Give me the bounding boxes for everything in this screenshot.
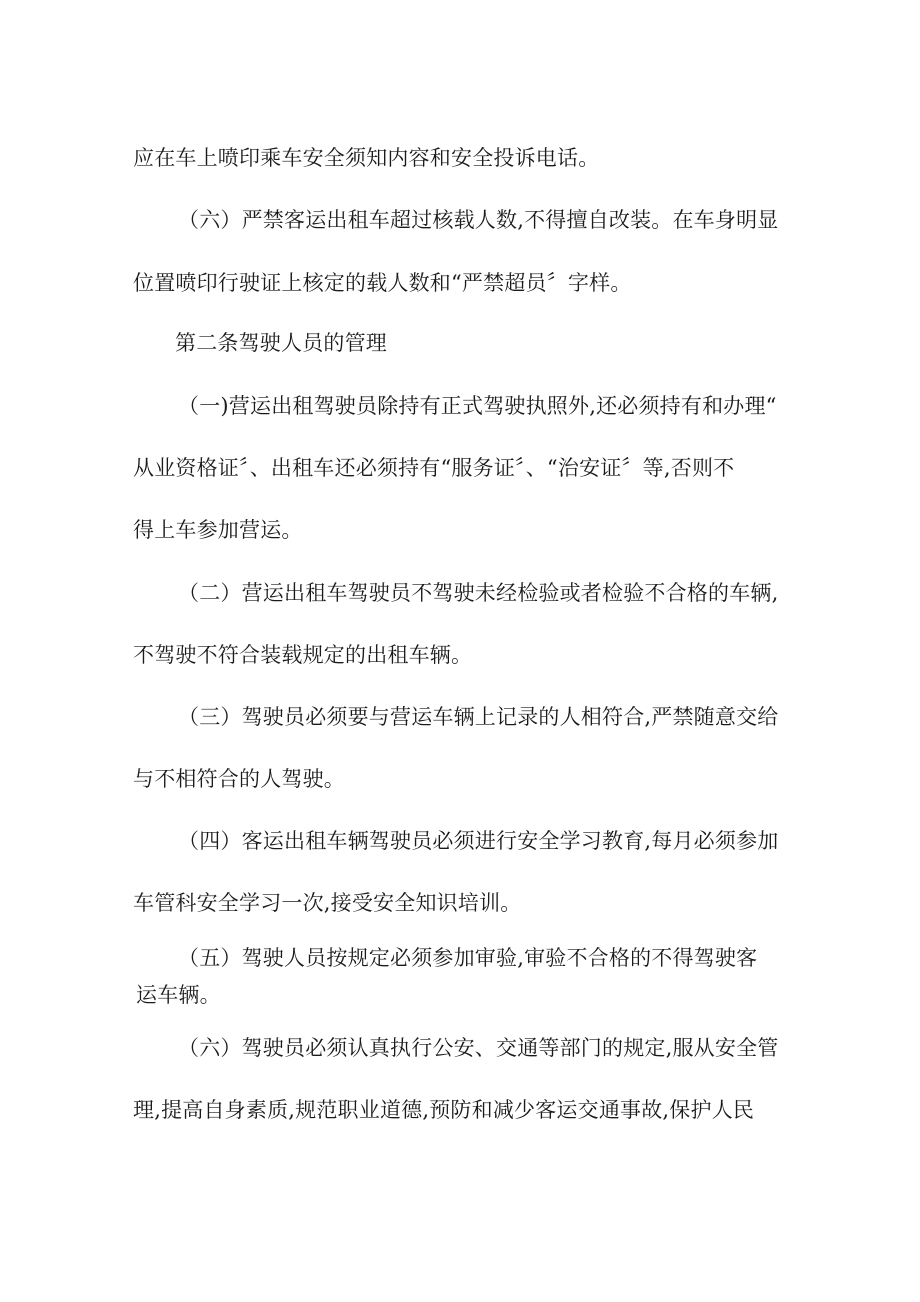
paragraph-line: 从业资格证〞、出租车还必须持有“服务证〞、“治安证〞等,否则不 bbox=[133, 456, 735, 480]
paragraph-line: 与不相符合的人驾驶。 bbox=[133, 767, 345, 791]
paragraph-line: （一)营运出租驾驶员除持有正式驾驶执照外,还必须持有和办理“ bbox=[178, 394, 777, 418]
paragraph-line: （六）驾驶员必须认真执行公安、交通等部门的规定,服从安全管 bbox=[178, 1036, 779, 1060]
paragraph-line: 运车辆。 bbox=[136, 983, 221, 1007]
paragraph-line: （五）驾驶人员按规定必须参加审验,审验不合格的不得驾驶客 bbox=[178, 946, 758, 970]
paragraph-line: （六）严禁客运出租车超过核载人数,不得擅自改装。在车身明显 bbox=[178, 208, 779, 232]
paragraph-line: 理,提高自身素质,规范职业道德,预防和减少客运交通事故,保护人民 bbox=[133, 1098, 755, 1122]
paragraph-line: 应在车上喷印乘车安全须知内容和安全投诉电话。 bbox=[133, 146, 600, 170]
paragraph-line: （三）驾驶员必须要与营运车辆上记录的人相符合,严禁随意交给 bbox=[178, 705, 779, 729]
paragraph-line: 得上车参加营运。 bbox=[133, 518, 303, 542]
paragraph-line: 车管科安全学习一次,接受安全知识培训。 bbox=[133, 891, 522, 915]
section-heading: 第二条驾驶人员的管理 bbox=[175, 331, 387, 355]
paragraph-line: 不驾驶不符合装载规定的出租车辆。 bbox=[133, 643, 473, 667]
paragraph-line: （二）营运出租车驾驶员不驾驶未经检验或者检验不合格的车辆, bbox=[178, 581, 779, 605]
paragraph-line: 位置喷印行驶证上核定的载人数和“严禁超员〞字样。 bbox=[133, 271, 632, 295]
paragraph-line: （四）客运出租车辆驾驶员必须进行安全学习教育,每月必须参加 bbox=[178, 829, 779, 853]
